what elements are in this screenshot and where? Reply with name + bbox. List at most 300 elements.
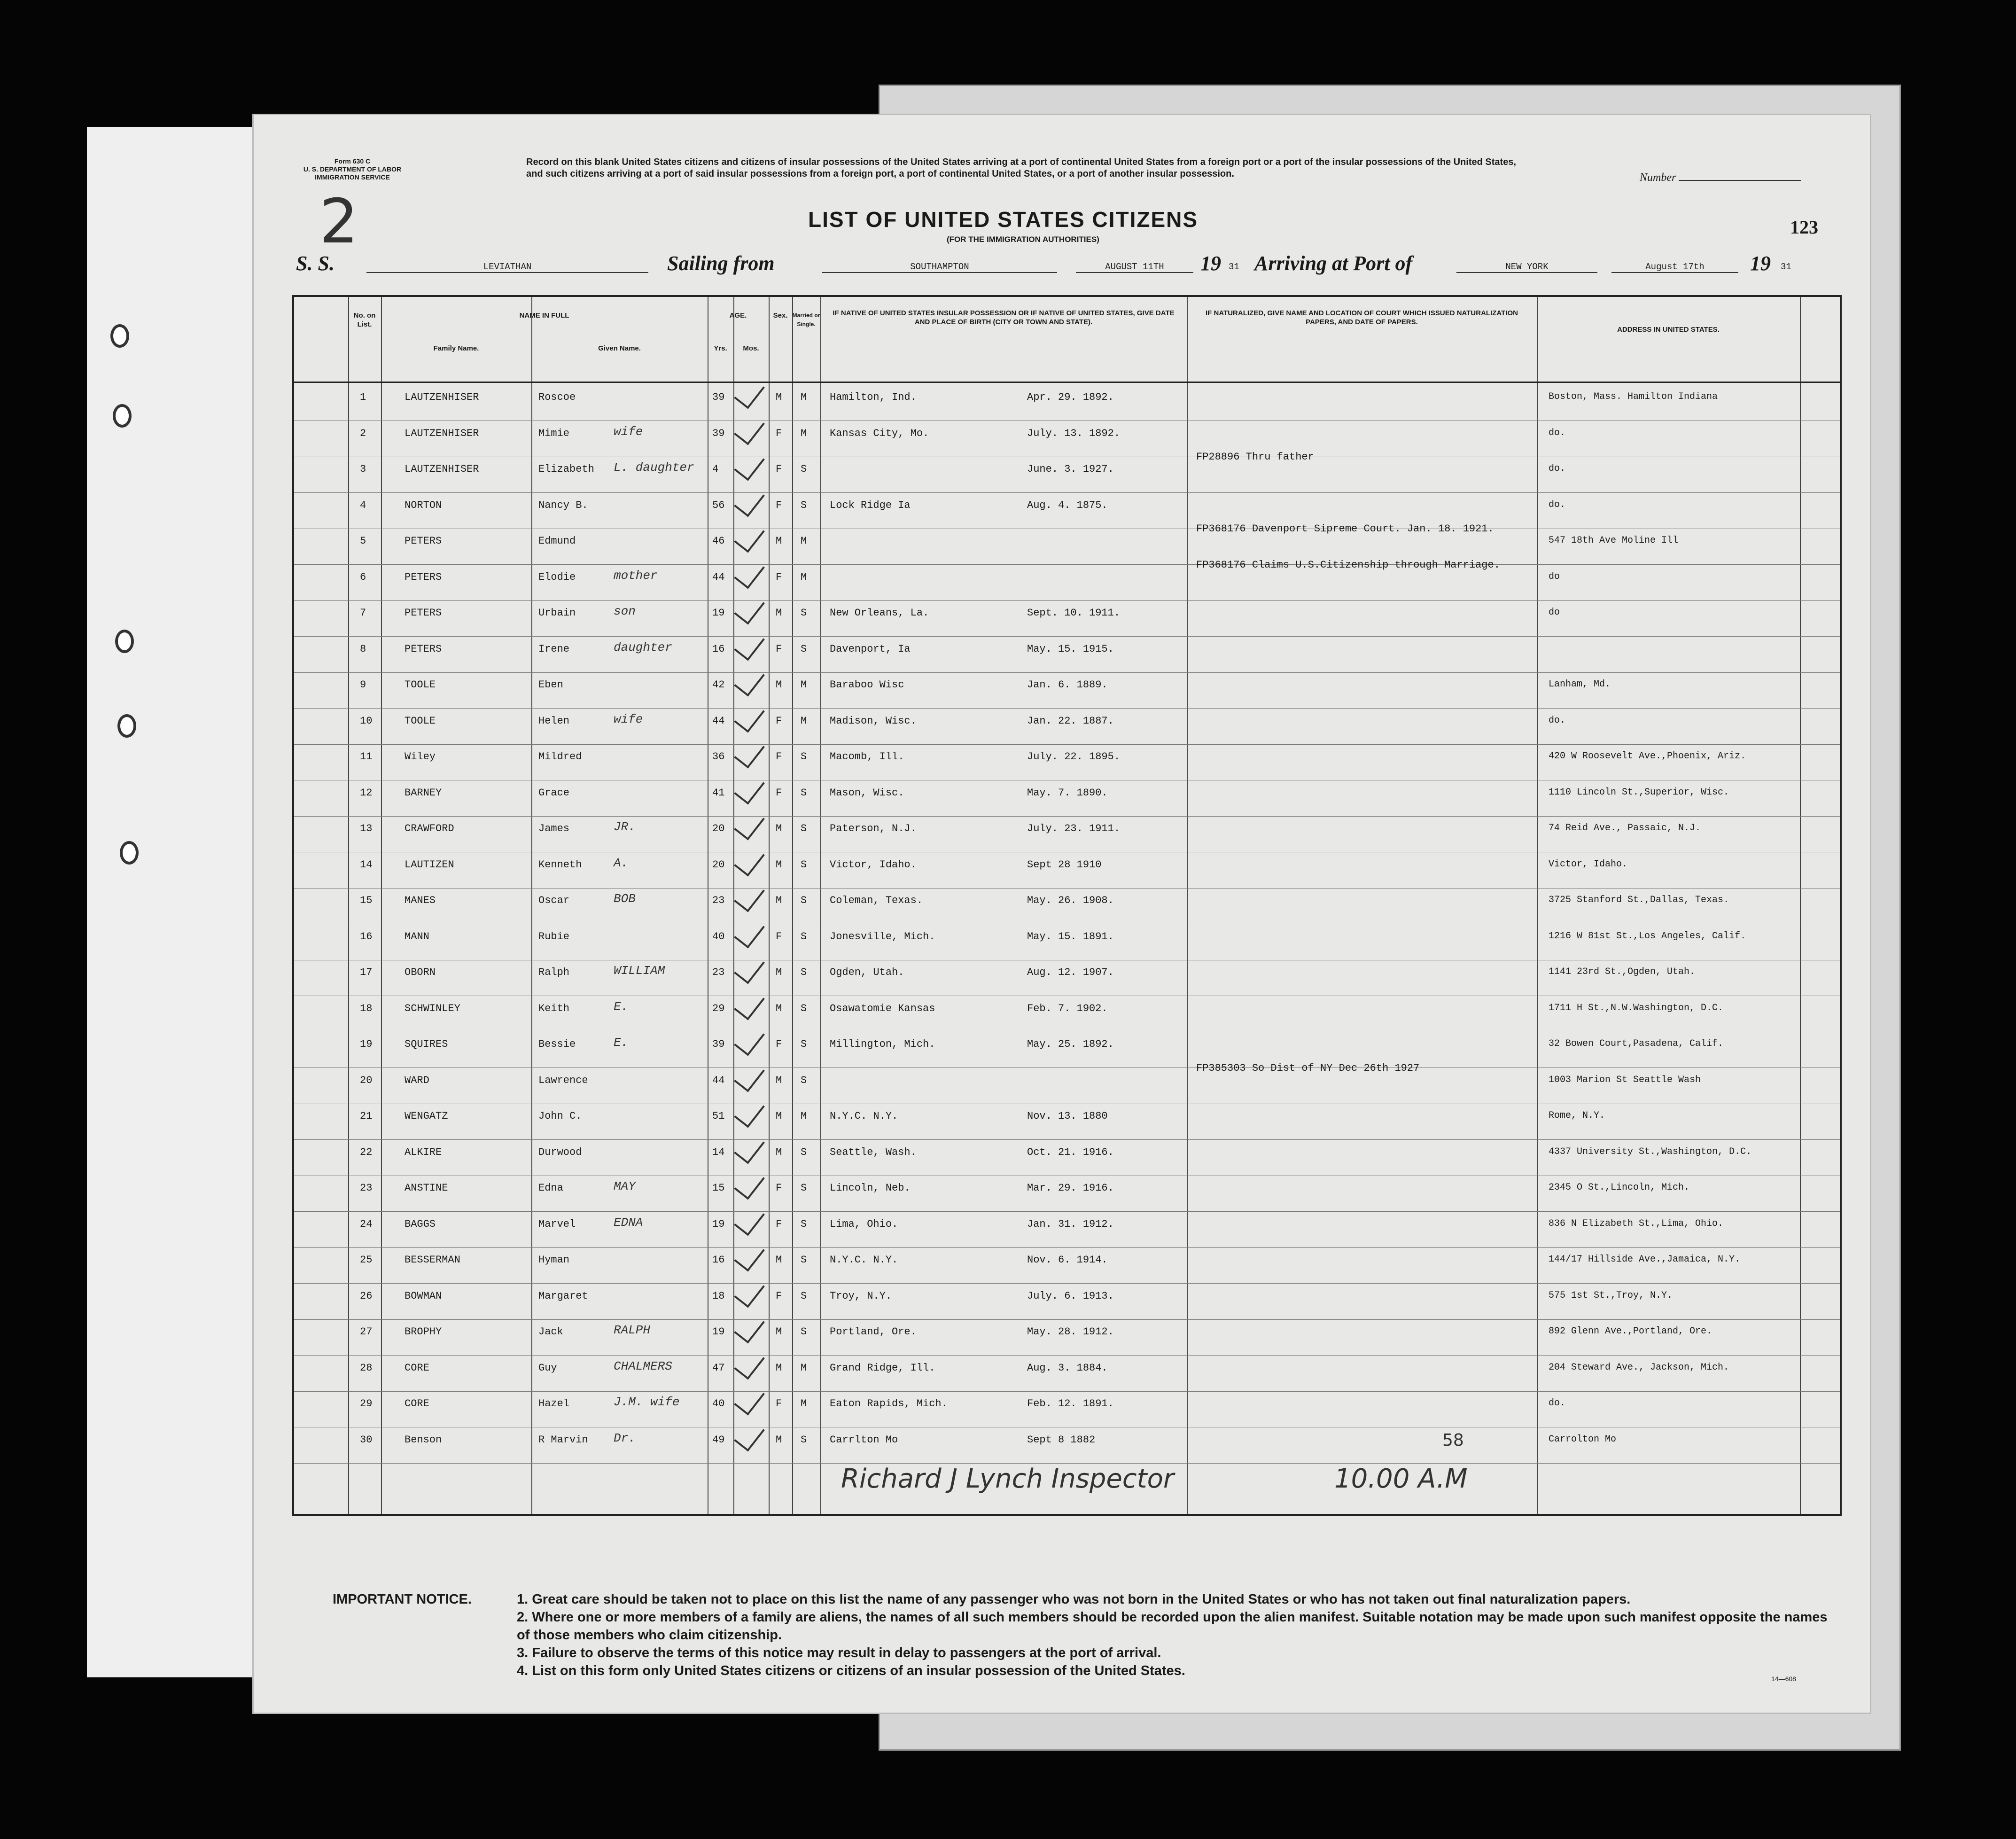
sex: F bbox=[776, 463, 782, 475]
inspector-signature: Richard J Lynch Inspector bbox=[841, 1464, 1174, 1494]
given-name: Bessie bbox=[538, 1038, 576, 1050]
check-mark-icon bbox=[734, 1023, 765, 1056]
check-mark-icon bbox=[734, 448, 765, 481]
check-mark-icon bbox=[734, 1275, 765, 1308]
check-mark-icon bbox=[734, 520, 765, 553]
age-years: 39 bbox=[712, 391, 725, 403]
family-name: PETERS bbox=[405, 535, 442, 547]
age-years: 51 bbox=[712, 1110, 725, 1122]
row-number: 9 bbox=[360, 679, 366, 691]
marital-status: S bbox=[801, 1254, 807, 1266]
birth-place: Lima, Ohio. bbox=[830, 1218, 898, 1230]
number-label: Number bbox=[1640, 171, 1676, 184]
number-field[interactable] bbox=[1640, 171, 1801, 184]
check-mark-icon bbox=[734, 1383, 765, 1415]
handwritten-note: daughter bbox=[614, 640, 672, 655]
check-mark-icon bbox=[734, 700, 765, 732]
birth-place: Eaton Rapids, Mich. bbox=[830, 1398, 948, 1410]
check-mark-icon bbox=[734, 1060, 765, 1092]
birth-date: Jan. 31. 1912. bbox=[1027, 1218, 1114, 1230]
age-years: 19 bbox=[712, 1326, 725, 1338]
marital-status: S bbox=[801, 1290, 807, 1302]
col-mos: Mos. bbox=[743, 344, 759, 352]
handwritten-note: J.M. wife bbox=[614, 1395, 680, 1409]
sex: M bbox=[776, 823, 782, 834]
binding-hole bbox=[120, 841, 139, 865]
family-name: CORE bbox=[405, 1398, 429, 1410]
given-name: Rubie bbox=[538, 930, 570, 943]
address: do. bbox=[1549, 1398, 1566, 1409]
age-years: 44 bbox=[712, 1074, 725, 1086]
address: Rome, N.Y. bbox=[1549, 1110, 1605, 1121]
given-name: Marvel bbox=[538, 1218, 576, 1230]
marital-status: M bbox=[801, 1110, 807, 1122]
sex: F bbox=[776, 1182, 782, 1194]
sex: M bbox=[776, 1362, 782, 1374]
family-name: BROPHY bbox=[405, 1326, 442, 1338]
check-mark-icon bbox=[734, 1167, 765, 1200]
age-years: 56 bbox=[712, 499, 725, 511]
check-mark-icon bbox=[734, 1311, 765, 1343]
sex: F bbox=[776, 1398, 782, 1410]
birth-date: May. 28. 1912. bbox=[1027, 1326, 1114, 1338]
row-number: 8 bbox=[360, 643, 366, 655]
address: do. bbox=[1549, 715, 1566, 726]
department: U. S. DEPARTMENT OF LABOR bbox=[303, 165, 402, 173]
notice-list bbox=[517, 1590, 1842, 1680]
given-name: Guy bbox=[538, 1362, 557, 1374]
row-number: 10 bbox=[360, 715, 373, 727]
age-years: 19 bbox=[712, 1218, 725, 1230]
marital-status: M bbox=[801, 1362, 807, 1374]
family-name: BARNEY bbox=[405, 787, 442, 799]
list-mark: 2 bbox=[319, 186, 358, 257]
age-years: 41 bbox=[712, 787, 725, 799]
birth-place: Victor, Idaho. bbox=[830, 858, 917, 871]
intro-text: Record on this blank United States citizens and citizens of insular possessions of the United States arriving at a port of continental United States from a foreign port or a port of the insular possessions of the United States, and such citizens arriving at a port of said insular possessions from a foreign port, a port of continental United States, or a port of another insular possession. bbox=[526, 157, 1516, 179]
ship-name[interactable]: LEVIATHAN bbox=[366, 262, 648, 273]
sex: F bbox=[776, 930, 782, 943]
given-name: Kenneth bbox=[538, 858, 582, 871]
family-name: Benson bbox=[405, 1434, 442, 1446]
birth-date: May. 15. 1915. bbox=[1027, 643, 1114, 655]
age-years: 4 bbox=[712, 463, 719, 475]
marital-status: S bbox=[801, 1074, 807, 1086]
address: 547 18th Ave Moline Ill bbox=[1549, 535, 1679, 546]
naturalization: FP385303 So Dist of NY Dec 26th 1927 bbox=[1196, 1062, 1420, 1074]
row-number: 12 bbox=[360, 787, 373, 799]
col-birth: IF NATIVE OF UNITED STATES INSULAR POSSESSION OR IF NATIVE OF UNITED STATES, GIVE DATE AND PLACE OF BIRTH (CITY OR TOWN AND STATE). bbox=[833, 309, 1175, 326]
age-years: 16 bbox=[712, 643, 725, 655]
arrival-port[interactable]: NEW YORK bbox=[1456, 262, 1597, 273]
address: do bbox=[1549, 607, 1560, 618]
birth-place: Seattle, Wash. bbox=[830, 1146, 917, 1158]
birth-date: Sept 8 1882 bbox=[1027, 1434, 1096, 1446]
sex: M bbox=[776, 535, 782, 547]
given-name: Elizabeth bbox=[538, 463, 594, 475]
col-sex: Sex. bbox=[773, 312, 788, 319]
birth-place: N.Y.C. N.Y. bbox=[830, 1110, 898, 1122]
address: 1216 W 81st St.,Los Angeles, Calif. bbox=[1549, 930, 1746, 942]
row-number: 30 bbox=[360, 1434, 373, 1446]
naturalization: FP28896 Thru father bbox=[1196, 451, 1314, 463]
birth-place: Carrlton Mo bbox=[830, 1434, 898, 1446]
marital-status: S bbox=[801, 858, 807, 871]
marital-status: S bbox=[801, 895, 807, 906]
given-name: Hyman bbox=[538, 1254, 570, 1266]
handwritten-note: BOB bbox=[614, 892, 636, 906]
age-years: 44 bbox=[712, 715, 725, 727]
marital-status: S bbox=[801, 499, 807, 511]
handwritten-note: EDNA bbox=[614, 1215, 643, 1230]
sex: M bbox=[776, 858, 782, 871]
given-name: Durwood bbox=[538, 1146, 582, 1158]
birth-place: New Orleans, La. bbox=[830, 607, 929, 619]
form-header bbox=[296, 157, 409, 181]
count-note: 58 bbox=[1442, 1431, 1464, 1450]
row-number: 14 bbox=[360, 858, 373, 871]
sailing-year[interactable]: 31 bbox=[1229, 262, 1239, 272]
birth-date: Sept. 10. 1911. bbox=[1027, 607, 1121, 619]
marital-status: S bbox=[801, 1182, 807, 1194]
marital-status: S bbox=[801, 1146, 807, 1158]
passenger-table bbox=[292, 295, 1842, 1516]
row-number: 15 bbox=[360, 895, 373, 906]
age-years: 18 bbox=[712, 1290, 725, 1302]
sex: M bbox=[776, 1326, 782, 1338]
sailing-date[interactable]: AUGUST 11TH bbox=[1076, 262, 1193, 273]
ss-label: S. S. bbox=[296, 252, 335, 275]
row-number: 25 bbox=[360, 1254, 373, 1266]
family-name: PETERS bbox=[405, 607, 442, 619]
page-title: LIST OF UNITED STATES CITIZENS bbox=[808, 207, 1199, 232]
check-mark-icon bbox=[734, 1203, 765, 1236]
age-years: 16 bbox=[712, 1254, 725, 1266]
given-name: Margaret bbox=[538, 1290, 588, 1302]
marital-status: M bbox=[801, 571, 807, 583]
check-mark-icon bbox=[734, 844, 765, 876]
binding-hole bbox=[113, 404, 132, 428]
check-mark-icon bbox=[734, 628, 765, 661]
birth-date: Apr. 29. 1892. bbox=[1027, 391, 1114, 403]
marital-status: M bbox=[801, 679, 807, 691]
check-mark-icon bbox=[734, 1347, 765, 1379]
row-number: 16 bbox=[360, 930, 373, 943]
sex: F bbox=[776, 643, 782, 655]
age-years: 46 bbox=[712, 535, 725, 547]
address: do. bbox=[1549, 463, 1566, 474]
sex: F bbox=[776, 499, 782, 511]
row-number: 3 bbox=[360, 463, 366, 475]
address: 1711 H St.,N.W.Washington, D.C. bbox=[1549, 1002, 1724, 1013]
row-number: 6 bbox=[360, 571, 366, 583]
sailing-port[interactable]: SOUTHAMPTON bbox=[822, 262, 1057, 273]
sex: M bbox=[776, 1146, 782, 1158]
row-number: 26 bbox=[360, 1290, 373, 1302]
given-name: Roscoe bbox=[538, 391, 576, 403]
row-number: 23 bbox=[360, 1182, 373, 1194]
given-name: Oscar bbox=[538, 895, 570, 906]
age-years: 20 bbox=[712, 823, 725, 834]
check-mark-icon bbox=[734, 916, 765, 948]
col-name: NAME IN FULL bbox=[519, 312, 569, 319]
age-years: 39 bbox=[712, 427, 725, 439]
given-name: R Marvin bbox=[538, 1434, 588, 1446]
marital-status: S bbox=[801, 751, 807, 763]
arriving-label: Arriving at Port of bbox=[1254, 252, 1413, 275]
address: Lanham, Md. bbox=[1549, 679, 1611, 690]
address: 74 Reid Ave., Passaic, N.J. bbox=[1549, 823, 1701, 834]
birth-date: May. 15. 1891. bbox=[1027, 930, 1114, 943]
age-years: 20 bbox=[712, 858, 725, 871]
family-name: WARD bbox=[405, 1074, 429, 1086]
row-number: 27 bbox=[360, 1326, 373, 1338]
sex: M bbox=[776, 1074, 782, 1086]
age-years: 29 bbox=[712, 1002, 725, 1014]
handwritten-note: A. bbox=[614, 856, 629, 870]
sex: F bbox=[776, 1218, 782, 1230]
birth-date: Sept 28 1910 bbox=[1027, 858, 1102, 871]
given-name: Keith bbox=[538, 1002, 570, 1014]
sex: F bbox=[776, 1290, 782, 1302]
marital-status: M bbox=[801, 535, 807, 547]
birth-date: Jan. 22. 1887. bbox=[1027, 715, 1114, 727]
col-married: Married or Single. bbox=[792, 312, 820, 327]
row-number: 21 bbox=[360, 1110, 373, 1122]
family-name: LAUTZENHISER bbox=[405, 463, 479, 475]
sex: F bbox=[776, 751, 782, 763]
naturalization: FP368176 Claims U.S.Citizenship through Marriage. bbox=[1196, 559, 1500, 571]
form-number: Form 630 C bbox=[334, 157, 371, 165]
handwritten-note: L. daughter bbox=[614, 460, 694, 475]
family-name: LAUTIZEN bbox=[405, 858, 454, 871]
birth-place: Millington, Mich. bbox=[830, 1038, 935, 1050]
handwritten-note: E. bbox=[614, 1036, 629, 1050]
handwritten-note: WILLIAM bbox=[614, 964, 665, 978]
family-name: LAUTZENHISER bbox=[405, 391, 479, 403]
address: 2345 O St.,Lincoln, Mich. bbox=[1549, 1182, 1690, 1193]
notice-item: 4. List on this form only United States citizens or citizens of an insular possession of the United States. bbox=[517, 1663, 1185, 1678]
sex: F bbox=[776, 427, 782, 439]
row-number: 2 bbox=[360, 427, 366, 439]
family-name: BAGGS bbox=[405, 1218, 436, 1230]
address: 836 N Elizabeth St.,Lima, Ohio. bbox=[1549, 1218, 1724, 1229]
sex: F bbox=[776, 1038, 782, 1050]
birth-date: July. 23. 1911. bbox=[1027, 823, 1121, 834]
marital-status: S bbox=[801, 1326, 807, 1338]
family-name: CORE bbox=[405, 1362, 429, 1374]
check-mark-icon bbox=[734, 1131, 765, 1164]
family-name: MANES bbox=[405, 895, 436, 906]
age-years: 14 bbox=[712, 1146, 725, 1158]
birth-place: Kansas City, Mo. bbox=[830, 427, 929, 439]
address: 1141 23rd St.,Ogden, Utah. bbox=[1549, 966, 1696, 977]
marital-status: S bbox=[801, 1434, 807, 1446]
birth-date: Feb. 7. 1902. bbox=[1027, 1002, 1108, 1014]
family-name: PETERS bbox=[405, 571, 442, 583]
birth-place: Madison, Wisc. bbox=[830, 715, 917, 727]
arrival-date[interactable]: August 17th bbox=[1611, 262, 1738, 273]
naturalization: FP368176 Davenport Sipreme Court. Jan. 18. 1921. bbox=[1196, 523, 1494, 535]
address: 1003 Marion St Seattle Wash bbox=[1549, 1074, 1701, 1085]
form-code: 14—608 bbox=[1771, 1675, 1796, 1683]
arrival-year[interactable]: 31 bbox=[1781, 262, 1791, 272]
birth-date: July. 13. 1892. bbox=[1027, 427, 1121, 439]
family-name: ALKIRE bbox=[405, 1146, 442, 1158]
check-mark-icon bbox=[734, 1419, 765, 1451]
handwritten-note: MAY bbox=[614, 1179, 636, 1193]
sex: F bbox=[776, 715, 782, 727]
row-number: 22 bbox=[360, 1146, 373, 1158]
marital-status: S bbox=[801, 643, 807, 655]
check-mark-icon bbox=[734, 880, 765, 912]
col-address: ADDRESS IN UNITED STATES. bbox=[1617, 326, 1720, 334]
birth-place: Jonesville, Mich. bbox=[830, 930, 935, 943]
birth-date: July. 22. 1895. bbox=[1027, 751, 1121, 763]
birth-place: Grand Ridge, Ill. bbox=[830, 1362, 935, 1374]
col-naturalized: IF NATURALIZED, GIVE NAME AND LOCATION OF COURT WHICH ISSUED NATURALIZATION PAPERS, AND DATE OF PAPERS. bbox=[1206, 309, 1518, 326]
age-years: 15 bbox=[712, 1182, 725, 1194]
marital-status: S bbox=[801, 787, 807, 799]
marital-status: S bbox=[801, 1038, 807, 1050]
address: 420 W Roosevelt Ave.,Phoenix, Ariz. bbox=[1549, 751, 1746, 762]
given-name: James bbox=[538, 823, 570, 834]
notice-heading: IMPORTANT NOTICE. bbox=[333, 1592, 472, 1607]
row-number: 11 bbox=[360, 751, 373, 763]
address: do. bbox=[1549, 499, 1566, 510]
check-mark-icon bbox=[734, 413, 765, 445]
col-age: AGE. bbox=[729, 312, 747, 319]
age-years: 42 bbox=[712, 679, 725, 691]
handwritten-note: JR. bbox=[614, 820, 636, 834]
birth-place: Baraboo Wisc bbox=[830, 679, 904, 691]
family-name: SCHWINLEY bbox=[405, 1002, 460, 1014]
given-name: Eben bbox=[538, 679, 563, 691]
family-name: ANSTINE bbox=[405, 1182, 448, 1194]
handwritten-note: Dr. bbox=[614, 1431, 636, 1445]
address: Victor, Idaho. bbox=[1549, 858, 1628, 870]
row-number: 7 bbox=[360, 607, 366, 619]
birth-date: Aug. 4. 1875. bbox=[1027, 499, 1108, 511]
birth-date: Nov. 13. 1880 bbox=[1027, 1110, 1108, 1122]
age-years: 23 bbox=[712, 966, 725, 978]
row-number: 20 bbox=[360, 1074, 373, 1086]
marital-status: S bbox=[801, 966, 807, 978]
given-name: Ralph bbox=[538, 966, 570, 978]
given-name: Mimie bbox=[538, 427, 570, 439]
address: Carrolton Mo bbox=[1549, 1434, 1617, 1445]
service: IMMIGRATION SERVICE bbox=[315, 173, 390, 181]
given-name: Elodie bbox=[538, 571, 576, 583]
birth-place: N.Y.C. N.Y. bbox=[830, 1254, 898, 1266]
age-years: 44 bbox=[712, 571, 725, 583]
row-number: 29 bbox=[360, 1398, 373, 1410]
sex: M bbox=[776, 966, 782, 978]
col-family: Family Name. bbox=[433, 344, 479, 352]
birth-date: Mar. 29. 1916. bbox=[1027, 1182, 1114, 1194]
family-name: NORTON bbox=[405, 499, 442, 511]
marital-status: M bbox=[801, 715, 807, 727]
given-name: John C. bbox=[538, 1110, 582, 1122]
page-subtitle: (FOR THE IMMIGRATION AUTHORITIES) bbox=[947, 235, 1099, 244]
sex: M bbox=[776, 1002, 782, 1014]
check-mark-icon bbox=[734, 664, 765, 696]
given-name: Irene bbox=[538, 643, 570, 655]
birth-place: Ogden, Utah. bbox=[830, 966, 904, 978]
marital-status: S bbox=[801, 823, 807, 834]
address: 4337 University St.,Washington, D.C. bbox=[1549, 1146, 1752, 1157]
row-number: 19 bbox=[360, 1038, 373, 1050]
birth-place: Lock Ridge Ia bbox=[830, 499, 911, 511]
address: Boston, Mass. Hamilton Indiana bbox=[1549, 391, 1718, 402]
birth-place: Hamilton, Ind. bbox=[830, 391, 917, 403]
address: do bbox=[1549, 571, 1560, 582]
sex: F bbox=[776, 571, 782, 583]
birth-date: May. 7. 1890. bbox=[1027, 787, 1108, 799]
age-years: 36 bbox=[712, 751, 725, 763]
sex: M bbox=[776, 391, 782, 403]
birth-date: Nov. 6. 1914. bbox=[1027, 1254, 1108, 1266]
birth-place: Portland, Ore. bbox=[830, 1326, 917, 1338]
given-name: Grace bbox=[538, 787, 570, 799]
marital-status: M bbox=[801, 391, 807, 403]
sex: M bbox=[776, 1254, 782, 1266]
marital-status: S bbox=[801, 463, 807, 475]
age-years: 47 bbox=[712, 1362, 725, 1374]
marital-status: S bbox=[801, 1002, 807, 1014]
family-name: PETERS bbox=[405, 643, 442, 655]
handwritten-note: wife bbox=[614, 712, 643, 726]
sex: M bbox=[776, 679, 782, 691]
col-given: Given Name. bbox=[598, 344, 641, 352]
notice-item: 3. Failure to observe the terms of this notice may result in delay to passengers at the port of arrival. bbox=[517, 1645, 1161, 1660]
given-name: Lawrence bbox=[538, 1074, 588, 1086]
handwritten-note: mother bbox=[614, 568, 658, 583]
binding-strip bbox=[87, 127, 254, 1677]
row-number: 5 bbox=[360, 535, 366, 547]
birth-place: Mason, Wisc. bbox=[830, 787, 904, 799]
address: 892 Glenn Ave.,Portland, Ore. bbox=[1549, 1326, 1712, 1337]
row-number: 4 bbox=[360, 499, 366, 511]
family-name: CRAWFORD bbox=[405, 823, 454, 834]
marital-status: S bbox=[801, 1218, 807, 1230]
voyage-line bbox=[296, 251, 1837, 284]
row-number: 24 bbox=[360, 1218, 373, 1230]
given-name: Urbain bbox=[538, 607, 576, 619]
address: do. bbox=[1549, 427, 1566, 438]
birth-date: May. 25. 1892. bbox=[1027, 1038, 1114, 1050]
given-name: Edmund bbox=[538, 535, 576, 547]
row-number: 13 bbox=[360, 823, 373, 834]
check-mark-icon bbox=[734, 808, 765, 840]
binding-hole bbox=[115, 630, 134, 653]
time-note: 10.00 A.M bbox=[1334, 1464, 1468, 1494]
address: 32 Bowen Court,Pasadena, Calif. bbox=[1549, 1038, 1724, 1049]
address: 204 Steward Ave., Jackson, Mich. bbox=[1549, 1362, 1729, 1373]
birth-date: Oct. 21. 1916. bbox=[1027, 1146, 1114, 1158]
age-years: 39 bbox=[712, 1038, 725, 1050]
row-number: 18 bbox=[360, 1002, 373, 1014]
handwritten-note: wife bbox=[614, 424, 643, 439]
marital-status: M bbox=[801, 1398, 807, 1410]
age-years: 49 bbox=[712, 1434, 725, 1446]
given-name: Hazel bbox=[538, 1398, 570, 1410]
birth-date: Feb. 12. 1891. bbox=[1027, 1398, 1114, 1410]
check-mark-icon bbox=[734, 1095, 765, 1128]
row-number: 1 bbox=[360, 391, 366, 403]
birth-place: Davenport, Ia bbox=[830, 643, 911, 655]
handwritten-note: son bbox=[614, 604, 636, 618]
